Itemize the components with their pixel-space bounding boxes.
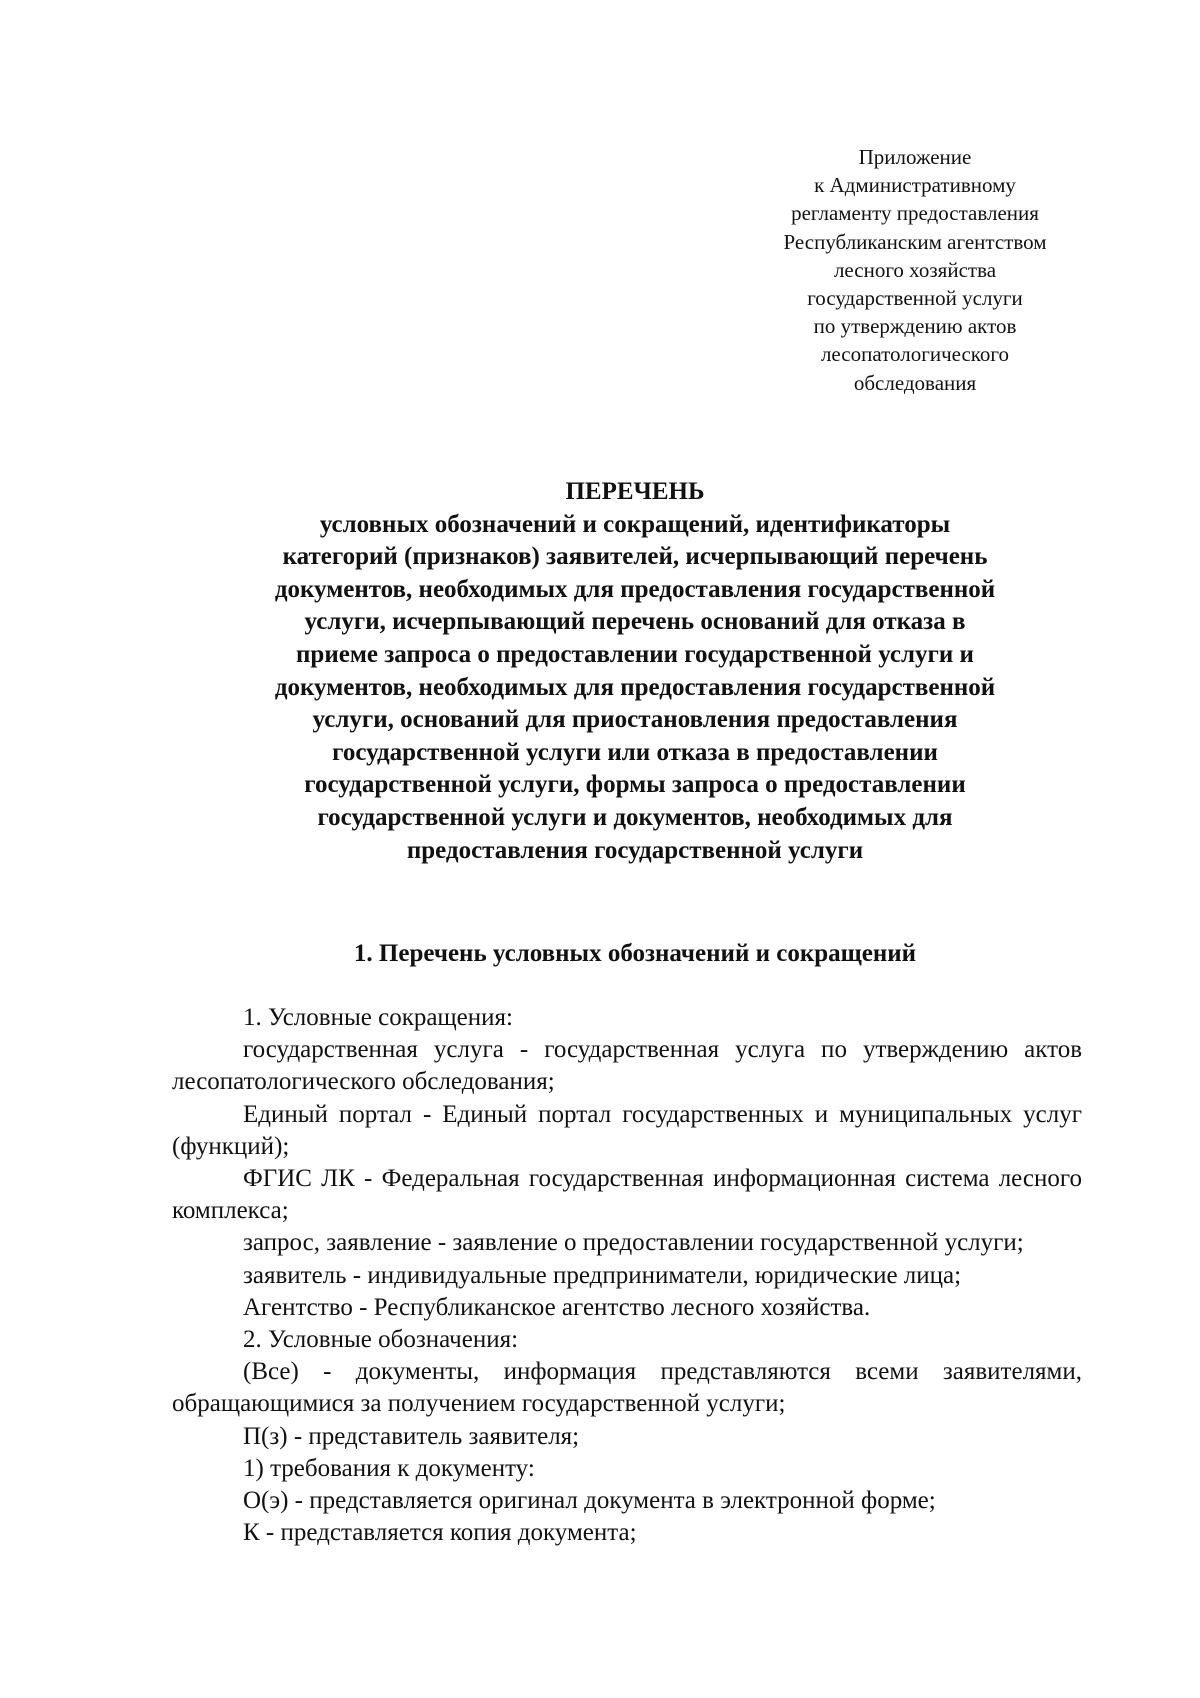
- section-body: [172, 1002, 1082, 1549]
- paragraph: запрос, заявление - заявление о предоставлении государственной услуги;: [243, 1229, 1024, 1257]
- appendix-line: лесного хозяйства: [833, 257, 997, 282]
- appendix-line: лесопатологического: [820, 342, 1010, 367]
- appendix-note: [745, 143, 1085, 397]
- paragraph: 1. Условные сокращения:: [243, 1004, 513, 1031]
- title-line: документов, необходимых для предоставления государственной: [274, 575, 996, 603]
- appendix-line: к Административному: [814, 173, 1016, 198]
- title-line: предоставления государственной услуги: [406, 836, 864, 864]
- paragraph: заявитель - индивидуальные предприниматели, юридические лица;: [243, 1261, 962, 1289]
- appendix-line: обследования: [853, 370, 977, 395]
- title-line: государственной услуги, формы запроса о предоставлении: [304, 771, 966, 799]
- appendix-line: по утверждению актов: [813, 314, 1017, 339]
- paragraph: К - представляется копия документа;: [243, 1519, 637, 1547]
- title-line: государственной услуги или отказа в предоставлении: [332, 738, 938, 766]
- paragraph: государственная услуга - государственная услуга по утверждению актов лесопатологического обследования;: [172, 1036, 1082, 1096]
- paragraph: Единый портал - Единый портал государственных и муниципальных услуг (функций);: [172, 1100, 1082, 1160]
- paragraph: (Все) - документы, информация представляются всеми заявителями, обращающимися за получением государственной услуги;: [172, 1358, 1082, 1418]
- title-line: услуги, оснований для приостановления предоставления: [312, 706, 958, 734]
- paragraph: Агентство - Республиканское агентство лесного хозяйства.: [243, 1293, 871, 1321]
- paragraph: П(з) - представитель заявителя;: [243, 1422, 580, 1450]
- appendix-line: Республиканским агентством: [783, 229, 1047, 254]
- title-line: документов, необходимых для предоставления государственной: [274, 673, 996, 701]
- appendix-line: Приложение: [858, 145, 972, 169]
- document-title: [160, 476, 1110, 867]
- section-heading: 1. Перечень условных обозначений и сокращений: [353, 940, 917, 967]
- paragraph: ФГИС ЛК - Федеральная государственная информационная система лесного комплекса;: [172, 1165, 1082, 1225]
- paragraph: О(э) - представляется оригинал документа в электронной форме;: [243, 1487, 936, 1515]
- title-line: условных обозначений и сокращений, идентификаторы: [319, 510, 951, 538]
- title-line: государственной услуги и документов, необходимых для: [317, 803, 953, 831]
- paragraph: 1) требования к документу:: [243, 1454, 535, 1482]
- appendix-line: государственной услуги: [807, 286, 1023, 311]
- appendix-line: регламенту предоставления: [791, 201, 1039, 226]
- paragraph: 2. Условные обозначения:: [243, 1326, 519, 1354]
- title-line: категорий (признаков) заявителей, исчерпывающий перечень: [282, 543, 988, 571]
- title-line: приеме запроса о предоставлении государственной услуги и: [296, 640, 974, 668]
- title-line: услуги, исчерпывающий перечень оснований для отказа в: [304, 608, 966, 636]
- title-heading: ПЕРЕЧЕНЬ: [565, 478, 705, 505]
